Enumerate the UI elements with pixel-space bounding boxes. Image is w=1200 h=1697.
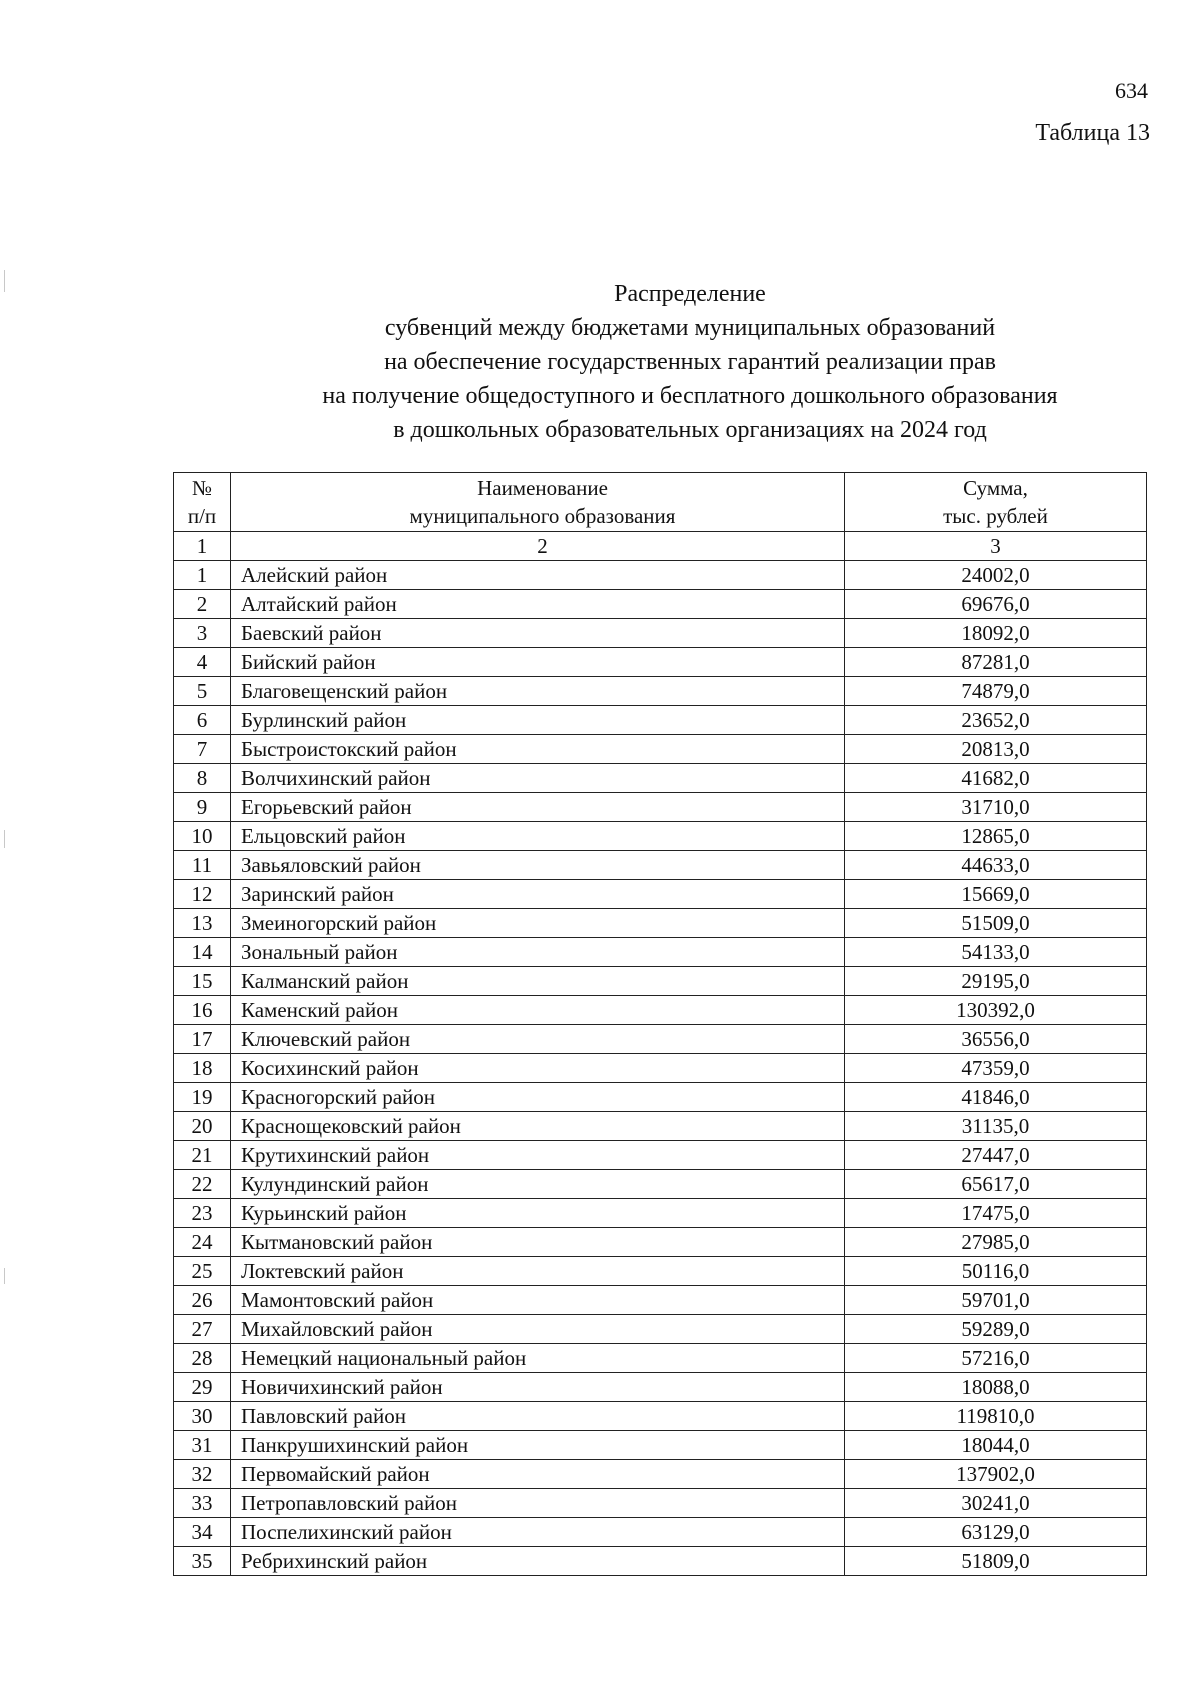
table-row: [174, 996, 1147, 1025]
row-name: Кытмановский район: [231, 1228, 845, 1257]
row-num: 11: [174, 851, 231, 880]
title-line: Распределение: [614, 281, 766, 307]
row-num: 9: [174, 793, 231, 822]
row-num: 22: [174, 1170, 231, 1199]
row-num: 10: [174, 822, 231, 851]
column-number: 1: [174, 532, 231, 561]
row-num: 7: [174, 735, 231, 764]
row-name: Михайловский район: [231, 1315, 845, 1344]
row-num: 17: [174, 1025, 231, 1054]
table-row: [174, 590, 1147, 619]
row-name: Волчихинский район: [231, 764, 845, 793]
row-sum: 18092,0: [845, 619, 1147, 648]
row-num: 25: [174, 1257, 231, 1286]
subvention-table: [173, 472, 1147, 1576]
row-sum: 65617,0: [845, 1170, 1147, 1199]
row-num: 14: [174, 938, 231, 967]
row-num: 29: [174, 1373, 231, 1402]
row-num: 12: [174, 880, 231, 909]
row-sum: 87281,0: [845, 648, 1147, 677]
row-num: 6: [174, 706, 231, 735]
row-sum: 23652,0: [845, 706, 1147, 735]
row-name: Ельцовский район: [231, 822, 845, 851]
scan-margin-marks: [0, 0, 8, 1697]
row-sum: 27985,0: [845, 1228, 1147, 1257]
row-num: 27: [174, 1315, 231, 1344]
row-num: 24: [174, 1228, 231, 1257]
row-sum: 51509,0: [845, 909, 1147, 938]
row-name: Калманский район: [231, 967, 845, 996]
row-num: 33: [174, 1489, 231, 1518]
row-sum: 15669,0: [845, 880, 1147, 909]
table-row: [174, 909, 1147, 938]
table-row: [174, 1228, 1147, 1257]
table-row: [174, 619, 1147, 648]
row-name: Быстроистокский район: [231, 735, 845, 764]
row-sum: 47359,0: [845, 1054, 1147, 1083]
table-row: [174, 648, 1147, 677]
row-num: 3: [174, 619, 231, 648]
row-name: Бурлинский район: [231, 706, 845, 735]
row-sum: 41846,0: [845, 1083, 1147, 1112]
table-row: [174, 967, 1147, 996]
row-name: Красногорский район: [231, 1083, 845, 1112]
row-num: 2: [174, 590, 231, 619]
table-row: [174, 1489, 1147, 1518]
column-number: 3: [845, 532, 1147, 561]
table-row: [174, 851, 1147, 880]
row-sum: 59289,0: [845, 1315, 1147, 1344]
table-row: [174, 764, 1147, 793]
row-name: Егорьевский район: [231, 793, 845, 822]
row-name: Косихинский район: [231, 1054, 845, 1083]
row-num: 35: [174, 1547, 231, 1576]
row-name: Алейский район: [231, 561, 845, 590]
row-num: 32: [174, 1460, 231, 1489]
row-sum: 27447,0: [845, 1141, 1147, 1170]
page-number: 634: [1115, 78, 1148, 103]
row-num: 19: [174, 1083, 231, 1112]
table-row: [174, 1286, 1147, 1315]
table-row: [174, 1054, 1147, 1083]
row-name: Петропавловский район: [231, 1489, 845, 1518]
table-row: [174, 735, 1147, 764]
row-name: Алтайский район: [231, 590, 845, 619]
row-sum: 30241,0: [845, 1489, 1147, 1518]
row-sum: 54133,0: [845, 938, 1147, 967]
row-num: 31: [174, 1431, 231, 1460]
table-row: [174, 938, 1147, 967]
table-row: [174, 677, 1147, 706]
row-sum: 41682,0: [845, 764, 1147, 793]
row-num: 23: [174, 1199, 231, 1228]
row-name: Поспелихинский район: [231, 1518, 845, 1547]
table-row: [174, 1547, 1147, 1576]
row-name: Локтевский район: [231, 1257, 845, 1286]
document-title: [200, 277, 1180, 447]
row-name: Мамонтовский район: [231, 1286, 845, 1315]
column-number-row: [174, 532, 1147, 561]
table-row: [174, 1315, 1147, 1344]
row-name: Бийский район: [231, 648, 845, 677]
row-sum: 69676,0: [845, 590, 1147, 619]
row-sum: 57216,0: [845, 1344, 1147, 1373]
row-name: Ребрихинский район: [231, 1547, 845, 1576]
row-num: 34: [174, 1518, 231, 1547]
row-num: 20: [174, 1112, 231, 1141]
row-sum: 24002,0: [845, 561, 1147, 590]
table-row: [174, 880, 1147, 909]
row-sum: 18088,0: [845, 1373, 1147, 1402]
table-row: [174, 793, 1147, 822]
row-name: Благовещенский район: [231, 677, 845, 706]
row-num: 15: [174, 967, 231, 996]
table-row: [174, 1402, 1147, 1431]
row-sum: 63129,0: [845, 1518, 1147, 1547]
header-name: Наименование муниципального образования: [231, 473, 845, 532]
row-sum: 59701,0: [845, 1286, 1147, 1315]
title-line: субвенций между бюджетами муниципальных образований: [384, 315, 996, 341]
row-sum: 18044,0: [845, 1431, 1147, 1460]
row-num: 1: [174, 561, 231, 590]
row-name: Немецкий национальный район: [231, 1344, 845, 1373]
table-row: [174, 1199, 1147, 1228]
row-num: 16: [174, 996, 231, 1025]
table-body: [174, 561, 1147, 1576]
header-num: № п/п: [174, 473, 231, 532]
row-name: Крутихинский район: [231, 1141, 845, 1170]
table-row: [174, 1112, 1147, 1141]
row-num: 18: [174, 1054, 231, 1083]
row-num: 30: [174, 1402, 231, 1431]
row-num: 26: [174, 1286, 231, 1315]
row-sum: 17475,0: [845, 1199, 1147, 1228]
row-num: 28: [174, 1344, 231, 1373]
row-sum: 12865,0: [845, 822, 1147, 851]
row-name: Завьяловский район: [231, 851, 845, 880]
row-name: Первомайский район: [231, 1460, 845, 1489]
row-sum: 29195,0: [845, 967, 1147, 996]
column-number: 2: [231, 532, 845, 561]
row-name: Каменский район: [231, 996, 845, 1025]
table-row: [174, 706, 1147, 735]
row-sum: 20813,0: [845, 735, 1147, 764]
row-name: Баевский район: [231, 619, 845, 648]
row-sum: 50116,0: [845, 1257, 1147, 1286]
row-sum: 31710,0: [845, 793, 1147, 822]
table-row: [174, 1170, 1147, 1199]
table-row: [174, 1460, 1147, 1489]
row-num: 21: [174, 1141, 231, 1170]
title-line: на обеспечение государственных гарантий реализации прав: [384, 349, 996, 375]
row-sum: 137902,0: [845, 1460, 1147, 1489]
row-num: 8: [174, 764, 231, 793]
row-sum: 31135,0: [845, 1112, 1147, 1141]
title-line: на получение общедоступного и бесплатного дошкольного образования: [322, 383, 1058, 409]
row-name: Павловский район: [231, 1402, 845, 1431]
row-name: Заринский район: [231, 880, 845, 909]
row-name: Зональный район: [231, 938, 845, 967]
table-row: [174, 1518, 1147, 1547]
table-row: [174, 1083, 1147, 1112]
table-row: [174, 1025, 1147, 1054]
table-row: [174, 1141, 1147, 1170]
table-header-row: [174, 473, 1147, 532]
row-name: Новичихинский район: [231, 1373, 845, 1402]
row-name: Змеиногорский район: [231, 909, 845, 938]
table-row: [174, 1431, 1147, 1460]
row-num: 5: [174, 677, 231, 706]
row-sum: 74879,0: [845, 677, 1147, 706]
row-sum: 51809,0: [845, 1547, 1147, 1576]
row-sum: 44633,0: [845, 851, 1147, 880]
row-sum: 36556,0: [845, 1025, 1147, 1054]
table-row: [174, 1373, 1147, 1402]
row-name: Кулундинский район: [231, 1170, 845, 1199]
row-name: Ключевский район: [231, 1025, 845, 1054]
row-num: 13: [174, 909, 231, 938]
table-row: [174, 1257, 1147, 1286]
row-num: 4: [174, 648, 231, 677]
row-name: Краснощековский район: [231, 1112, 845, 1141]
row-name: Панкрушихинский район: [231, 1431, 845, 1460]
header-sum: Сумма, тыс. рублей: [845, 473, 1147, 532]
row-sum: 130392,0: [845, 996, 1147, 1025]
row-sum: 119810,0: [845, 1402, 1147, 1431]
table-row: [174, 822, 1147, 851]
table-row: [174, 1344, 1147, 1373]
table-label: Таблица 13: [1035, 120, 1150, 146]
title-line: в дошкольных образовательных организациях на 2024 год: [393, 417, 987, 443]
table-row: [174, 561, 1147, 590]
row-name: Курьинский район: [231, 1199, 845, 1228]
